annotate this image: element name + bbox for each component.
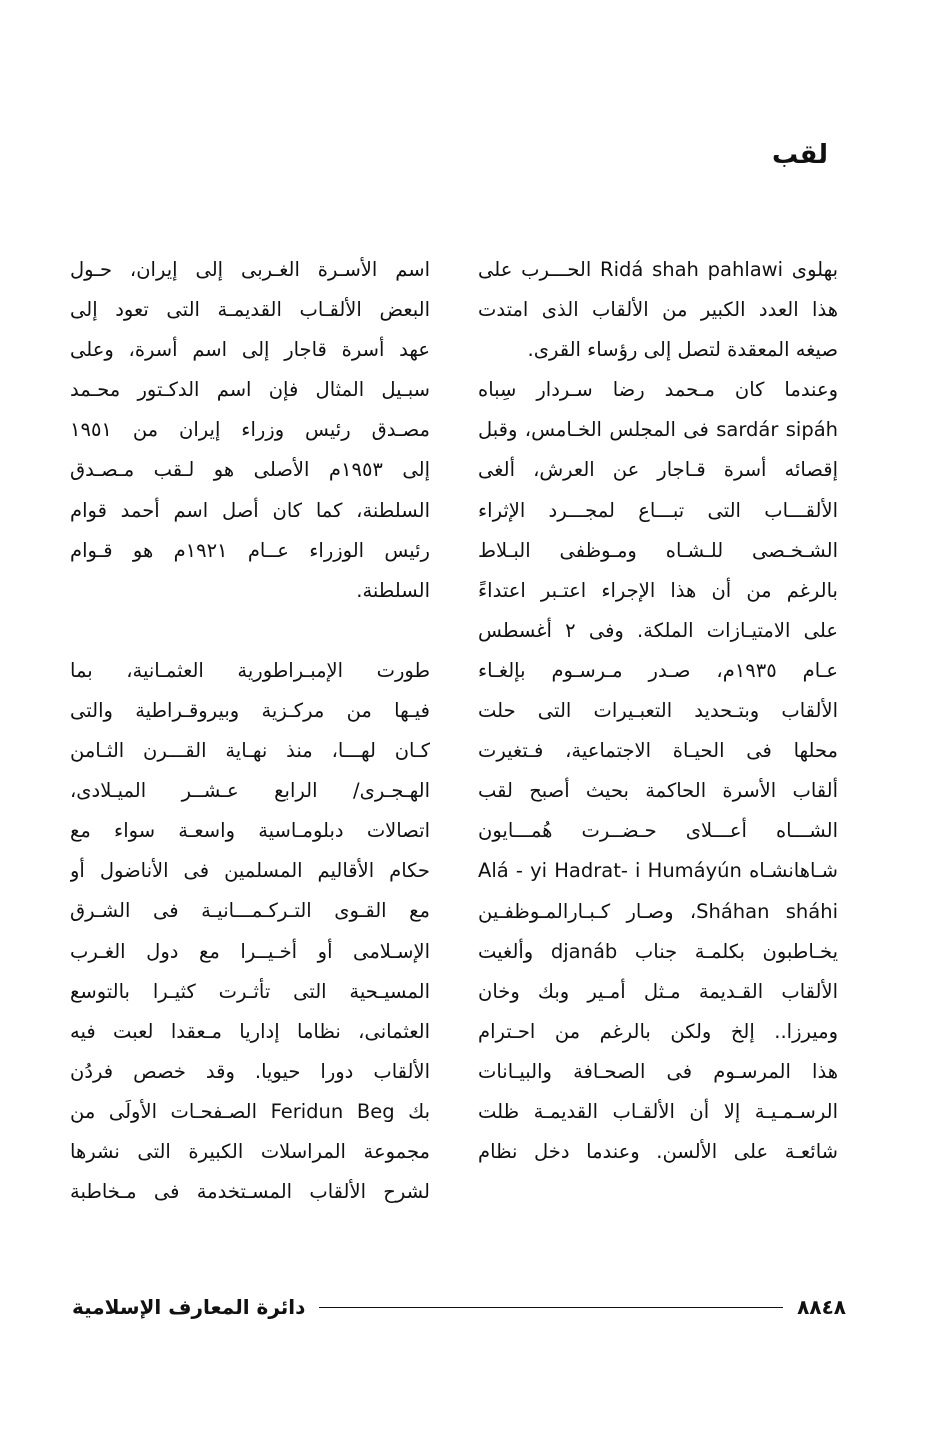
text-line: مجموعة المراسلات الكبيرة التى نشرها xyxy=(70,1139,430,1163)
text-line: كـان لهـــا، منذ نهـاية القـــرن الثـامن xyxy=(70,739,430,763)
page-number: ٨٨٤٨ xyxy=(797,1295,846,1319)
text-line: الشـــاه أعـــلاى حـضــرت هُمـــايون xyxy=(478,819,838,843)
text-line: شائعـة على الألسن. وعندما دخل نظام xyxy=(478,1140,838,1164)
text-line: صيغه المعقدة لتصل إلى رؤساء القرى. xyxy=(527,338,838,362)
text-line: عـام ١٩٣٥م، صـدر مـرسـوم بإلغـاء xyxy=(478,658,838,682)
text-line: مع القـوى التـركـمـــانيـة فى الشـرق xyxy=(70,899,430,923)
text-line: محلها فى الحيـاة الاجتماعية، فـتغيرت xyxy=(478,739,838,763)
text-line: بهلوى Ridá shah pahlawi الحـــرب على xyxy=(478,258,838,281)
text-line: وعندما كان مـحمد رضا سـردار سِباه xyxy=(478,378,838,402)
text-line: العثمانى، نظاما إداريا مـعقدا لعبت فيه xyxy=(70,1019,430,1043)
text-line: حكام الأقاليم المسلمين فى الأناضول أو xyxy=(70,859,430,883)
text-line: شـاهانشـاه Alá - yi Hadrat- i Humáyún xyxy=(478,859,838,883)
text-line: اسم الأسـرة الغـربى إلى إيران، حـول xyxy=(70,258,430,281)
text-line: إقصائه أسرة قـاجار عن العرش، ألغى xyxy=(478,458,838,482)
text-line: الألقاب وبتـحديد التعبـيرات التى حلت xyxy=(478,699,838,723)
text-line: هذا العدد الكبير من الألقاب الذى امتدت xyxy=(478,298,838,322)
page-footer xyxy=(72,1290,846,1324)
text-line: مصـدق رئيس وزراء إيران من ١٩٥١ xyxy=(70,418,430,442)
text-line: إلى ١٩٥٣م الأصلى هو لـقب مـصـدق xyxy=(70,458,430,482)
text-line: الرسـمـيـة إلا أن الألقـاب القديمـة ظلت xyxy=(478,1099,838,1123)
text-line: سبـيل المثال فإن اسم الدكـتور محـمد xyxy=(70,378,430,402)
footer-rule xyxy=(319,1307,783,1308)
text-line: رئيس الوزراء عــام ١٩٢١م هو قـوام xyxy=(70,538,430,562)
text-line: هذا المرسـوم فى الصحـافة والبيـانات xyxy=(478,1059,838,1083)
text-line: الإسـلامى أو أخـيــرا مع دول الغـرب xyxy=(70,939,430,963)
text-line: الألقاب القـديمة مـثل أمـير وبك وخان xyxy=(478,979,838,1003)
text-line: الألقـــاب التى تبـــاع لمجـــرد الإثراء xyxy=(478,498,838,522)
text-line: ألقاب الأسرة الحاكمة بحيث أصبح لقب xyxy=(478,779,838,803)
text-line: طورت الإمبـراطورية العثمـانية، بما xyxy=(70,658,430,682)
text-line: المسيـحية التى تأثـرت كثيـرا بالتوسع xyxy=(70,979,430,1003)
text-line: اتصالات دبلومـاسية واسعـة سواء مع xyxy=(70,819,430,843)
text-line: على الامتيـازات الملكة. وفى ٢ أغسطس xyxy=(478,618,838,642)
text-line: بك Feridun Beg الصـفحـات الأولَى من xyxy=(70,1099,430,1123)
text-line: عهد أسرة قاجار إلى اسم أسرة، وعلى xyxy=(70,338,430,362)
text-line: البعض الألقـاب القديمـة التى تعود إلى xyxy=(70,298,430,322)
text-line: لشرح الألقاب المسـتخدمة فى مـخاطبة xyxy=(70,1180,430,1204)
text-line: السلطنة، كما كان أصل اسم أحمد قوام xyxy=(70,498,430,522)
text-line: Sháhan sháhi، وصـار كـبـارالمـوظفـين xyxy=(478,899,838,923)
text-line: يخـاطبون بكلمـة جناب djanáb وألغيت xyxy=(478,939,838,963)
text-line: وميرزا.. إلخ ولكن بالرغم من احـترام xyxy=(478,1019,838,1043)
encyclopedia-title: دائرة المعارف الإسلامية xyxy=(72,1295,306,1319)
running-head: لقب xyxy=(772,140,828,170)
text-line: فيـها من مركـزية وبيروقـراطية والتى xyxy=(70,698,430,722)
right-column xyxy=(478,250,838,1172)
text-line: بالرغم من أن هذا الإجراء اعتـبر اعتداءً xyxy=(478,578,838,602)
paragraph-gap xyxy=(70,611,430,651)
text-line: الشـخـصى للـشـاه ومـوظفى البـلاط xyxy=(478,538,838,562)
text-line: الألقاب دورا حيويا. وقد خصص فردُن xyxy=(70,1059,430,1083)
text-line: السلطنة. xyxy=(356,578,430,602)
text-line: الهـجـرى/ الرابع عـشــر الميـلادى، xyxy=(70,779,430,803)
left-column xyxy=(70,250,430,1212)
text-line: sardár sipáh فى المجلس الخـامس، وقبل xyxy=(478,418,838,442)
